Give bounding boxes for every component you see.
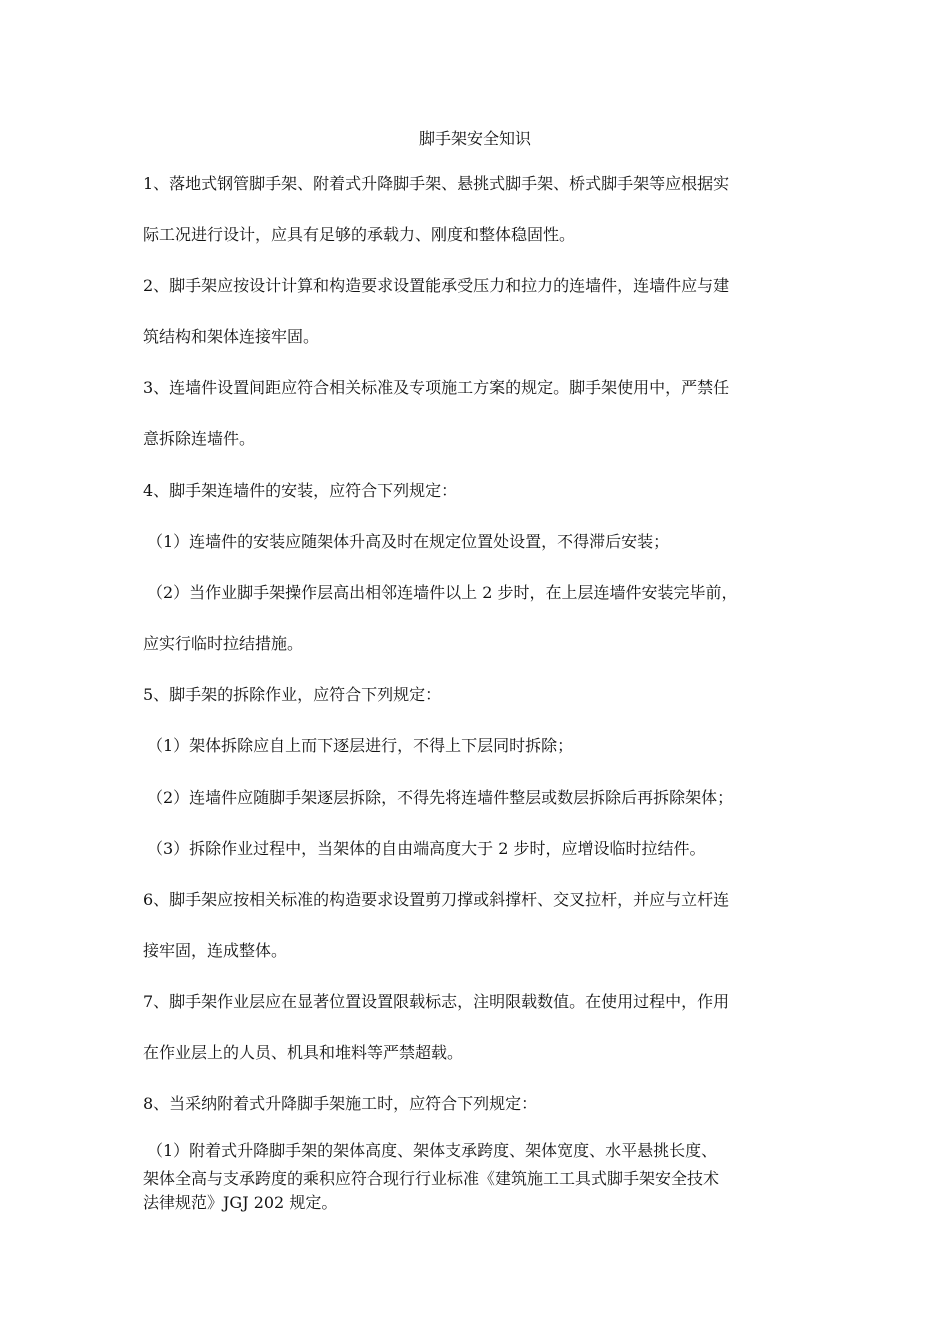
paragraph-line: 2、脚手架应按设计计算和构造要求设置能承受压力和拉力的连墙件，连墙件应与建 <box>143 276 730 295</box>
paragraph-line: （2）连墙件应随脚手架逐层拆除，不得先将连墙件整层或数层拆除后再拆除架体； <box>147 788 734 807</box>
paragraph-line: 1、落地式钢管脚手架、附着式升降脚手架、悬挑式脚手架、桥式脚手架等应根据实 <box>143 174 730 193</box>
paragraph-line: 架体全高与支承跨度的乘积应符合现行行业标准《建筑施工工具式脚手架安全技术 <box>143 1169 720 1188</box>
paragraph-line: 筑结构和架体连接牢固。 <box>143 327 320 346</box>
paragraph-line: （2）当作业脚手架操作层高出相邻连墙件以上 2 步时，在上层连墙件安装完毕前， <box>147 583 738 602</box>
paragraph-line: 应实行临时拉结措施。 <box>143 634 304 653</box>
paragraph-line: 意拆除连墙件。 <box>143 429 256 448</box>
paragraph-line: 5、脚手架的拆除作业，应符合下列规定： <box>143 685 442 704</box>
paragraph-line: （1）架体拆除应自上而下逐层进行，不得上下层同时拆除； <box>147 736 574 755</box>
paragraph-line: 3、连墙件设置间距应符合相关标准及专项施工方案的规定。脚手架使用中，严禁任 <box>143 378 730 397</box>
paragraph-line: 6、脚手架应按相关标准的构造要求设置剪刀撑或斜撑杆、交叉拉杆，并应与立杆连 <box>143 890 730 909</box>
paragraph-line: 在作业层上的人员、机具和堆料等严禁超载。 <box>143 1043 464 1062</box>
paragraph-line: （1）连墙件的安装应随架体升高及时在规定位置处设置，不得滞后安装； <box>147 532 670 551</box>
paragraph-line: 法律规范》JGJ 202 规定。 <box>143 1193 338 1212</box>
paragraph-line: 8、当采纳附着式升降脚手架施工时，应符合下列规定： <box>143 1094 538 1113</box>
paragraph-line: （3）拆除作业过程中，当架体的自由端高度大于 2 步时，应增设临时拉结件。 <box>147 839 706 858</box>
paragraph-line: 4、脚手架连墙件的安装，应符合下列规定： <box>143 481 458 500</box>
paragraph-line: 7、脚手架作业层应在显著位置设置限载标志，注明限载数值。在使用过程中，作用 <box>143 992 730 1011</box>
document-title: 脚手架安全知识 <box>418 129 531 148</box>
paragraph-line: （1）附着式升降脚手架的架体高度、架体支承跨度、架体宽度、水平悬挑长度、 <box>147 1141 718 1160</box>
paragraph-line: 际工况进行设计，应具有足够的承载力、刚度和整体稳固性。 <box>143 225 576 244</box>
paragraph-line: 接牢固，连成整体。 <box>143 941 288 960</box>
